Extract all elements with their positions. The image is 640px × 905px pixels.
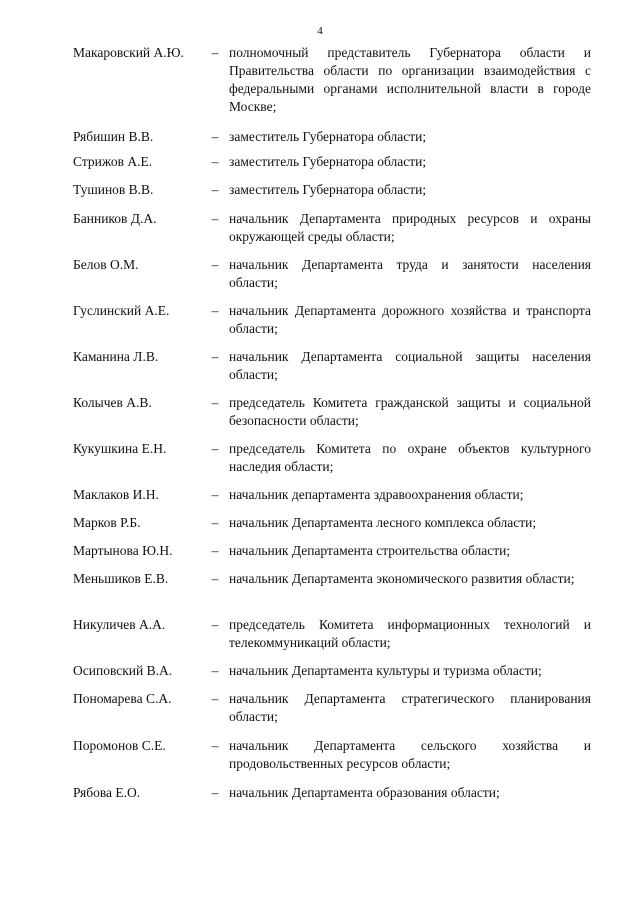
position-description: начальник Департамента строительства области;	[229, 543, 511, 558]
separator-dash: –	[211, 738, 219, 753]
person-name: Поромонов С.Е.	[73, 738, 166, 753]
separator-dash: –	[211, 663, 219, 678]
separator-dash: –	[211, 487, 219, 502]
separator-dash: –	[211, 515, 219, 530]
separator-dash: –	[211, 182, 219, 197]
separator-dash: –	[211, 785, 219, 800]
position-description: начальник Департамента лесного комплекса области;	[229, 515, 537, 530]
separator-dash: –	[211, 441, 219, 456]
person-name: Колычев А.В.	[73, 395, 152, 410]
position-description: начальник Департамента стратегического планирования области;	[229, 691, 591, 724]
separator-dash: –	[211, 691, 219, 706]
separator-dash: –	[211, 154, 219, 169]
position-description: председатель Комитета по охране объектов культурного наследия области;	[229, 441, 591, 474]
person-name: Маклаков И.Н.	[73, 487, 159, 502]
position-description: заместитель Губернатора области;	[229, 129, 427, 144]
separator-dash: –	[211, 395, 219, 410]
position-description: начальник Департамента сельского хозяйства и продовольственных ресурсов области;	[229, 738, 591, 771]
position-description: полномочный представитель Губернатора области и Правительства области по организации взаимодействия с федеральными органами исполнительной власти в городе Москве;	[229, 45, 591, 114]
separator-dash: –	[211, 543, 219, 558]
position-description: заместитель Губернатора области;	[229, 154, 427, 169]
position-description: председатель Комитета информационных технологий и телекоммуникаций области;	[229, 617, 591, 650]
separator-dash: –	[211, 45, 219, 60]
position-description: председатель Комитета гражданской защиты и социальной безопасности области;	[229, 395, 591, 428]
position-description: начальник департамента здравоохранения области;	[229, 487, 524, 502]
position-description: начальник Департамента труда и занятости населения области;	[229, 257, 591, 290]
position-description: начальник Департамента природных ресурсов и охраны окружающей среды области;	[229, 211, 591, 244]
person-name: Банников Д.А.	[73, 211, 157, 226]
person-name: Меньшиков Е.В.	[73, 571, 169, 586]
position-description: начальник Департамента экономического развития области;	[229, 571, 575, 586]
person-name: Рябишин В.В.	[73, 129, 154, 144]
person-name: Пономарева С.А.	[73, 691, 172, 706]
person-name: Мартынова Ю.Н.	[73, 543, 173, 558]
person-name: Кукушкина Е.Н.	[73, 441, 167, 456]
position-description: начальник Департамента социальной защиты населения области;	[229, 349, 591, 382]
person-name: Каманина Л.В.	[73, 349, 159, 364]
position-description: начальник Департамента культуры и туризма области;	[229, 663, 542, 678]
separator-dash: –	[211, 617, 219, 632]
person-name: Гуслинский А.Е.	[73, 303, 170, 318]
person-name: Осиповский В.А.	[73, 663, 173, 678]
position-description: заместитель Губернатора области;	[229, 182, 427, 197]
separator-dash: –	[211, 349, 219, 364]
person-name: Стрижов А.Е.	[73, 154, 153, 169]
separator-dash: –	[211, 303, 219, 318]
page-number: 4	[317, 25, 323, 37]
person-name: Марков Р.Б.	[73, 515, 141, 530]
person-name: Белов О.М.	[73, 257, 139, 272]
separator-dash: –	[211, 211, 219, 226]
person-name: Никуличев А.А.	[73, 617, 166, 632]
person-name: Макаровский А.Ю.	[73, 45, 184, 60]
separator-dash: –	[211, 571, 219, 586]
position-description: начальник Департамента образования области;	[229, 785, 500, 800]
separator-dash: –	[211, 129, 219, 144]
person-name: Рябова Е.О.	[73, 785, 141, 800]
person-name: Тушинов В.В.	[73, 182, 154, 197]
separator-dash: –	[211, 257, 219, 272]
position-description: начальник Департамента дорожного хозяйства и транспорта области;	[229, 303, 591, 336]
